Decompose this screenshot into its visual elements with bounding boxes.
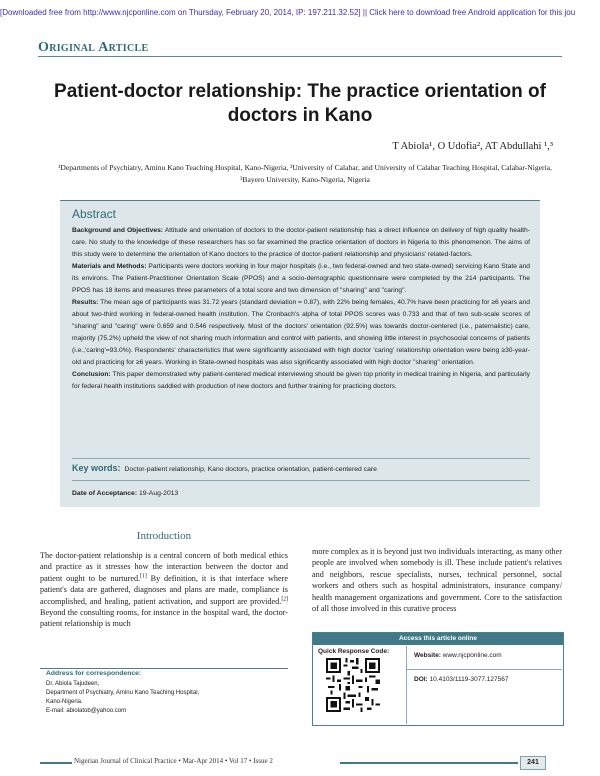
authors: T Abiola¹, O Udofia², AT Abdullahi ¹,³ (392, 141, 553, 152)
acceptance-date (72, 490, 178, 497)
background-label: Background and Objectives: (72, 227, 164, 234)
correspondence-city: Kano-Nigeria. (46, 699, 83, 705)
access-heading: Access this article online (313, 633, 563, 645)
results-label: Results: (72, 299, 99, 306)
keywords (72, 463, 530, 473)
citation-ref[interactable]: [1] (140, 573, 147, 580)
introduction-right-column: more complex as it is beyond just two individuals interacting, as many other people are involved when somebody is ill. These include patient's relatives and neighbors, rescue specialists, nurses, technical personnel, social workers and others such as hospital administrators, insurance company/ health management organizations and government. Core to the satisfaction of all those involved in this curative process (312, 547, 562, 614)
conclusion-text: This paper demonstrated why patient-centered medical interviewing should be given top priority in medical training in Nigeria, and particularly for federal health institutions saddled with production of new doctors and further training for practicing doctors. (72, 371, 530, 390)
conclusion-label: Conclusion: (72, 371, 111, 378)
article-title: Patient-doctor relationship: The practice orientation of doctors in Kano (54, 81, 546, 126)
page-number: 241 (520, 756, 546, 770)
keywords-rule-bottom (72, 480, 530, 481)
section-rule (38, 56, 562, 57)
doi-row (414, 676, 508, 683)
access-divider (406, 646, 407, 724)
footer-rule-right (340, 762, 518, 764)
methods-text: Participants were doctors working in four major hospitals (i.e., two federal-owned and two state-owned) servicing Kano State and its environs. The Patient-Practitioner Orientation Scale (PPOS) and a socio-demographic questionnaire were completed by the 214 participants. The PPOS has 18 items and measures three parameters of a total score and two dimension of "sharing" and "caring". (72, 263, 530, 294)
doi-label: DOI: (414, 676, 428, 683)
qr-code-icon[interactable] (326, 658, 380, 712)
keywords-text: Doctor-patient relationship, Kano doctors, practice orientation, patient-centered care (124, 466, 377, 473)
correspondence-dept: Department of Psychiatry, Aminu Kano Teaching Hospital, (46, 690, 200, 696)
website-label: Website: (414, 652, 441, 659)
methods-label: Materials and Methods: (72, 263, 147, 270)
correspondence-name: Dr. Abiola Tajudeen, (46, 681, 100, 687)
intro-text-3: Beyond the consulting rooms, for instance in the hospital ward, the doctor-patient relationship is much (40, 608, 288, 629)
qr-label: Quick Response Code: (318, 648, 390, 655)
acceptance-value: 19-Aug-2013 (138, 490, 179, 497)
keywords-rule-top (72, 458, 530, 459)
introduction-heading: Introduction (136, 530, 192, 542)
website-row (414, 652, 502, 659)
correspondence-heading: Address for correspondence: (46, 670, 142, 677)
intro-text-2: By definition, it is that interface where patient's data are gathered, diagnoses and plans are made, compliance is accomplished, and healing, patient activation, and support are provided. (40, 573, 289, 606)
affiliations: ¹Departments of Psychiatry, Aminu Kano Teaching Hospital, Kano-Nigeria, ²University of Calabar, and University of Calabar Teaching Hospital, Calabar-Nigeria, ³Bayero University, Kano-Nigeria, Nigeria (58, 163, 552, 184)
correspondence-email[interactable]: E-mail: abiolatob@yahoo.com (46, 708, 127, 714)
intro-text-1: The doctor-patient relationship is a central concern of both medical ethics and practice as it stresses how the interaction between the doctor and patient ought to be nurtured. (40, 551, 288, 583)
footer-journal: Nigerian Journal of Clinical Practice • Mar-Apr 2014 • Vol 17 • Issue 2 (74, 757, 273, 765)
access-row-rule (407, 669, 562, 670)
doi-value[interactable]: 10.4103/1119-3077.127567 (429, 676, 509, 683)
citation-ref[interactable]: [2] (281, 595, 288, 602)
website-link[interactable]: www.njcponline.com (442, 652, 502, 659)
abstract-heading: Abstract (72, 207, 117, 221)
introduction-left-column (40, 550, 288, 630)
results-text: The mean age of participants was 31.72 years (standard deviation = 0.87), with 22% being females, 40.7% have been practicing for ≥6 years and about two-third working in federal-owned health institution. The Cronbach's alpha of total PPOS scores was 0.733 and that of two sub-scale scores of "sharing" and "caring" were 0.659 and 0.546 respectively. Most of the doctors' orientation (92.5%) was towards doctor-centered (i.e., paternalistic) care, majority (75.2%) upheld the view of not sharing much information and control with patients, and showing little interest in psychosocial concerns of patients (i.e.,'caring'=93.0%). Respondents' characteristics that were significantly associated with high doctor 'caring' relationship orientation were being ≥30-year-old and practicing for ≥6 years. Working in State-owned hospitals was also significantly associated with high doctor "sharing" orientation. (72, 299, 530, 366)
abstract-body (72, 225, 530, 393)
section-label: Original Article (38, 40, 149, 55)
correspondence-details (46, 680, 286, 716)
footer-rule-left (40, 762, 72, 764)
acceptance-label: Date of Acceptance: (72, 490, 138, 497)
keywords-label: Key words: (72, 463, 121, 473)
download-banner-link[interactable]: [Downloaded free from http://www.njcponline.com on Thursday, February 20, 2014, IP: 197.211.32.52] || Click here to download free Android application for this jou (0, 8, 576, 17)
background-text: Attitude and orientation of doctors to the doctor-patient relationship has a direct influence on delivery of high quality health-care. No study to the knowledge of these researchers has so far examined the practice orientation of doctors in Nigeria to this phenomenon. The aims of this study were to determine the orientation of Kano doctors to the practice of doctor-patient relationship and physicians' related-factors. (72, 227, 530, 258)
